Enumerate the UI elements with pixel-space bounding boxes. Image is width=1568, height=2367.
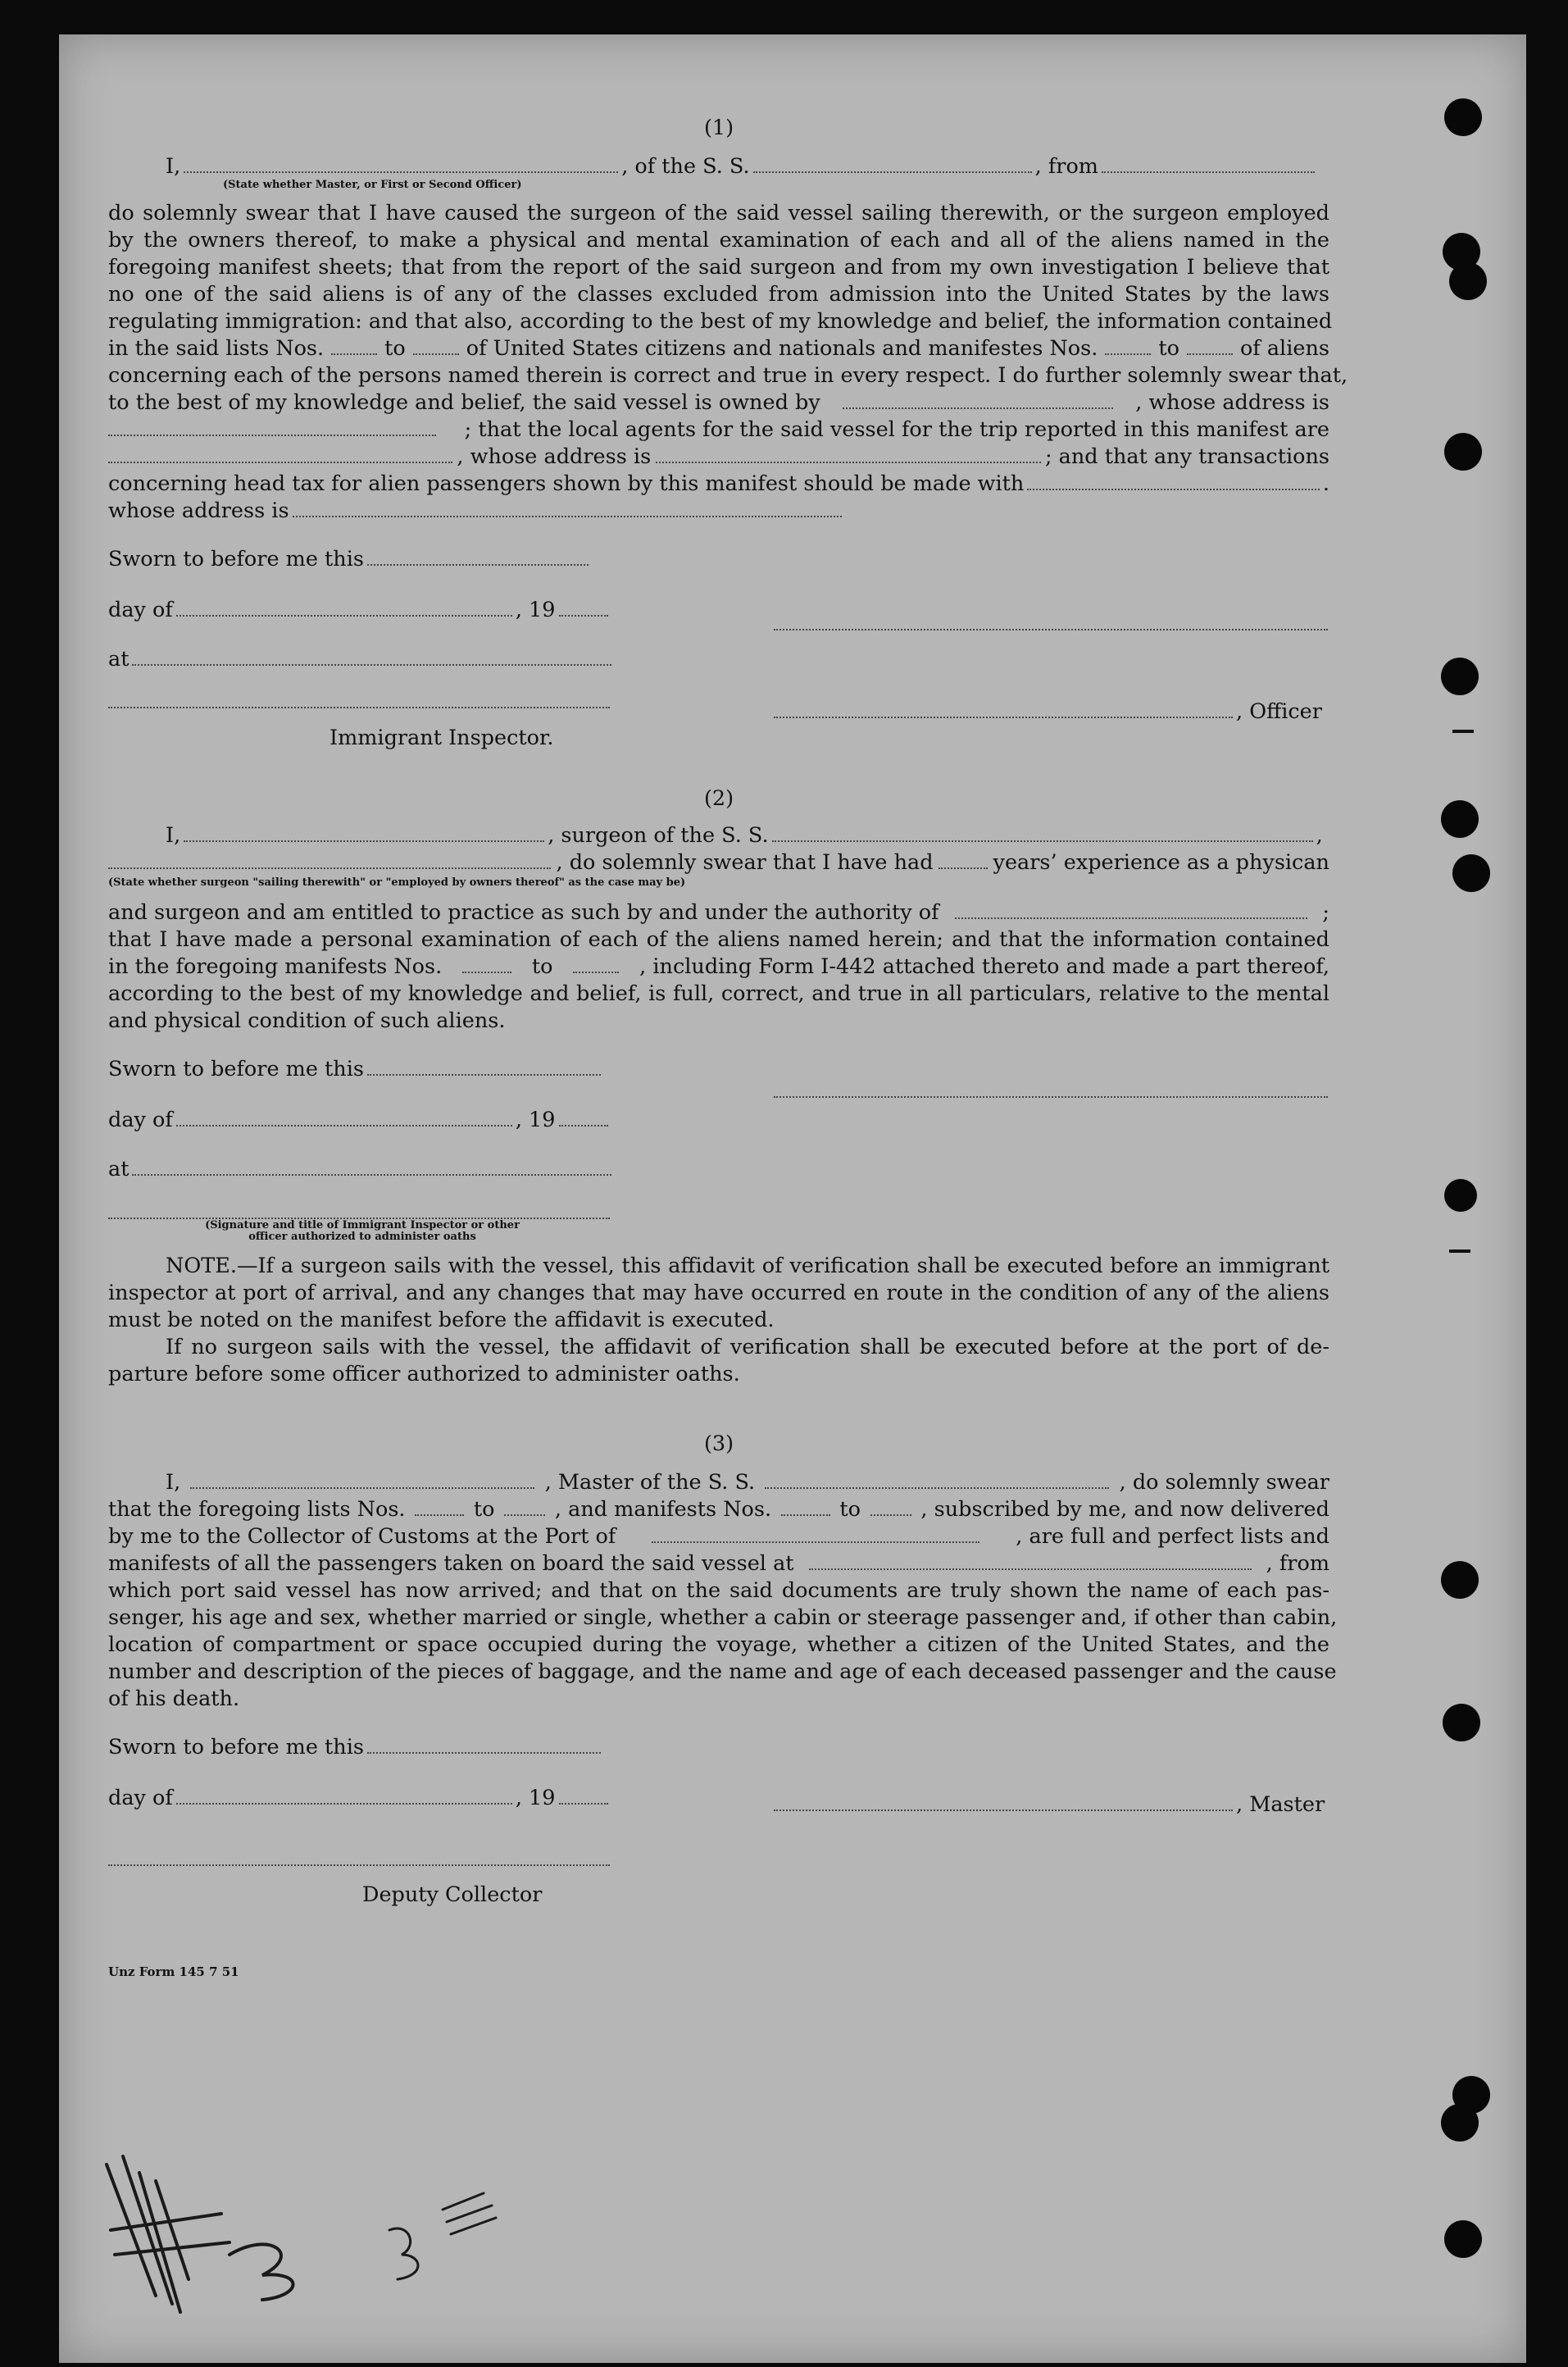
- signature-caption: [174, 1220, 551, 1243]
- blank-field[interactable]: [1102, 155, 1315, 173]
- blank-field[interactable]: [190, 1471, 534, 1489]
- label: ; that the local agents for the said vessel for the trip reported in this manifest are: [464, 417, 1329, 442]
- body-line: concerning each of the persons named therein is correct and true in every respect. I do further solemnly swear that,: [108, 363, 1348, 388]
- label: by me to the Collector of Customs at the Port of: [108, 1524, 616, 1549]
- body-line: by the owners thereof, to make a physical and mental examination of each and all of the aliens named in the: [108, 228, 1329, 253]
- section-number: (1): [703, 116, 734, 140]
- blank-field[interactable]: [293, 499, 842, 517]
- blank-field[interactable]: [108, 445, 452, 463]
- label: , from: [1266, 1551, 1329, 1576]
- label: , Officer: [1236, 699, 1322, 724]
- label: day of: [108, 598, 173, 622]
- signature-caption: Immigrant Inspector.: [330, 726, 554, 750]
- label: , Master of the S. S.: [544, 1470, 756, 1495]
- label: , are full and perfect lists and: [1016, 1524, 1329, 1549]
- form-identifier: Unz Form 145 7 51: [108, 1964, 239, 1979]
- label: Sworn to before me this: [108, 1057, 364, 1081]
- section-number: (3): [703, 1432, 734, 1456]
- blank-field[interactable]: [184, 155, 618, 173]
- blank-field[interactable]: [753, 155, 1032, 173]
- label: day of: [108, 1786, 173, 1810]
- signature-line[interactable]: [774, 1095, 1328, 1098]
- blank-field[interactable]: [367, 548, 589, 566]
- label: years’ experience as a physican: [993, 850, 1329, 875]
- blank-field[interactable]: [132, 1158, 611, 1176]
- punch-hole: [1443, 1704, 1480, 1741]
- label: , do solemnly swear that I have had: [556, 850, 934, 875]
- label: of United States citizens and nationals and manifestes Nos.: [466, 336, 1098, 361]
- label: , from: [1034, 154, 1098, 179]
- label: , 19: [515, 1108, 556, 1132]
- blank-field[interactable]: [367, 1736, 601, 1754]
- label: , including Form I-442 attached thereto and made a part thereof,: [639, 954, 1329, 979]
- label: , and manifests Nos.: [554, 1497, 772, 1522]
- blank-field[interactable]: [504, 1498, 545, 1516]
- label: Sworn to before me this: [108, 1735, 364, 1759]
- blank-field[interactable]: [939, 851, 988, 869]
- blank-field[interactable]: [176, 599, 512, 617]
- body-line: according to the best of my knowledge and belief, is full, correct, and true in all particulars, relative to the mental: [108, 981, 1329, 1006]
- signature-line[interactable]: [774, 628, 1328, 630]
- note-line: If no surgeon sails with the vessel, the affidavit of verification shall be executed before at the port of de-: [166, 1335, 1329, 1359]
- blank-field[interactable]: [652, 1525, 979, 1543]
- label: to: [1158, 336, 1179, 361]
- punch-hole: [1449, 262, 1487, 300]
- label: I,: [166, 823, 181, 848]
- caption-line: (Signature and title of Immigrant Inspector or other: [205, 1219, 520, 1231]
- blank-field[interactable]: [462, 955, 511, 973]
- label: day of: [108, 1108, 173, 1132]
- label: ; and that any transactions: [1044, 444, 1329, 469]
- blank-field[interactable]: [415, 1498, 464, 1516]
- caption-line: officer authorized to administer oaths: [248, 1231, 476, 1243]
- body-line: number and description of the pieces of baggage, and the name and age of each deceased passenger and the cause: [108, 1659, 1337, 1684]
- punch-hole: [1444, 1179, 1477, 1212]
- punch-mark: [1452, 730, 1474, 733]
- label: at: [108, 647, 130, 671]
- blank-field[interactable]: [774, 700, 1233, 718]
- label: of aliens: [1239, 336, 1329, 361]
- blank-field[interactable]: [809, 1552, 1252, 1570]
- label: to: [839, 1497, 861, 1522]
- label: in the foregoing manifests Nos.: [108, 954, 443, 979]
- blank-field[interactable]: [108, 418, 436, 436]
- label: , 19: [515, 598, 556, 622]
- section-number: (2): [703, 786, 734, 811]
- label: concerning head tax for alien passengers shown by this manifest should be made with: [108, 471, 1025, 496]
- blank-field[interactable]: [765, 1471, 1109, 1489]
- body-line: and physical condition of such aliens.: [108, 1008, 506, 1033]
- blank-field[interactable]: [1187, 337, 1233, 355]
- label: I,: [166, 154, 181, 179]
- punch-hole: [1444, 98, 1482, 136]
- label: , whose address is: [1135, 390, 1329, 415]
- blank-field[interactable]: [870, 1498, 911, 1516]
- signature-line[interactable]: [108, 706, 610, 708]
- punch-hole: [1441, 1561, 1479, 1599]
- label: to the best of my knowledge and belief, the said vessel is owned by: [108, 390, 820, 415]
- label: Sworn to before me this: [108, 547, 364, 571]
- blank-field[interactable]: [559, 599, 608, 617]
- blank-field[interactable]: [367, 1058, 601, 1076]
- affidavit-text: (1) I, , of the S. S. , from (State whether Master, or First or Second Officer) do solemnly swear that I have caused the surgeon of the said vessel sailing therewith, or the surgeon employed by the owners thereof, to make a physical and mental examination of each and all of the aliens named in the foregoing manifest sheets; that from the report of the said surgeon and from my own investigation I believe that no one of the said aliens is of any of the classes excluded from admission into the United States by the laws regulating immigration: and that also, according to the best of my knowledge and belief, the information contained in the said lists Nos. to of United States citizens and nationals and manifestes Nos. to of aliens concerning each of the persons named therein is correct and true in every respect. I do further solemnly swear that, to the best of my knowledge and belief, the said vessel is owned by , whose address is ; that the local agents for the said vessel for the trip reported in this manifest are , whose address is ; and that any transactions concerning head tax for alien passengers shown by this manifest should be made with . whose address is Sworn to before me this day of , 19 at , Officer Immigrant Inspector. (2) I, , surgeon of the S. S. , , do solemnly swear that I have had years’ experience as a physican (State whether surgeon "sailing therewith" or "employed by owners thereof" as the case may be) and surgeon and am entitled to practice as such by and under the authority of ; that I have made a personal examination of each of the aliens named herein; and that the information contained in the foregoing manifests Nos. to , including Form I-442 attached thereto and made a part thereof, according to the best of my knowledge and belief, is full, correct, and true in all particulars, relative to the mental and physical condition of such aliens. Sworn to before me this day of , 19 at (Signature and title of Immigrant Inspector or other officer authorized to administer oaths NOTE.—If a surgeon sails with the vessel, this affidavit of verification shall be executed before an immigrant inspector at port of arrival, and any changes that may have occurred en route in the condition of any of the aliens must be noted on the manifest before the affidavit is executed. If no surgeon sails with the vessel, the affidavit of verification shall be executed before at the port of de- parture before some officer authorized to administer oaths. (3) I, , Master of the S. S. , do solemnly swear that the foregoing lists Nos. to , and manifests Nos. to , subscribed by me, and now delivered by me to the Collector of Customs at the Port of , are full and perfect lists and manifests of all the passengers taken on board the said vessel at , from which port said vessel has now arrived; and that on the said documents are truly shown the name of each pas- senger, his age and sex, whether married or single, whether a cabin or steerage passenger and, if other than cabin, location of compartment or space occupied during the voyage, whether a citizen of the United States, and the number and description of the pieces of baggage, and the name and age of each deceased passenger and the cause of his death. Sworn to before me this day of , 19 , Master Deputy Collector Unz Form 145 7 51: [108, 74, 1329, 1986]
- note-line: must be noted on the manifest before the affidavit is executed.: [108, 1308, 775, 1332]
- label: that the foregoing lists Nos.: [108, 1497, 406, 1522]
- label: , surgeon of the S. S.: [548, 823, 769, 848]
- label: in the said lists Nos.: [108, 336, 325, 361]
- body-line: which port said vessel has now arrived; and that on the said documents are truly shown the name of each pas-: [108, 1578, 1329, 1603]
- handwritten-marks: [57, 2132, 631, 2345]
- caption: (State whether Master, or First or Second Officer): [223, 179, 522, 191]
- blank-field[interactable]: [1105, 337, 1151, 355]
- label: to: [473, 1497, 495, 1522]
- label: manifests of all the passengers taken on board the said vessel at: [108, 1551, 794, 1576]
- blank-field[interactable]: [843, 391, 1113, 409]
- label: , Master: [1236, 1792, 1325, 1817]
- signature-line[interactable]: [108, 1864, 610, 1866]
- body-line: no one of the said aliens is of any of the classes excluded from admission into the United States by the laws: [108, 282, 1329, 307]
- label: , 19: [515, 1786, 556, 1810]
- label: to: [384, 336, 406, 361]
- punch-hole: [1444, 433, 1482, 471]
- blank-field[interactable]: [184, 824, 544, 842]
- punch-hole: [1444, 2220, 1482, 2258]
- label: , do solemnly swear: [1119, 1470, 1329, 1495]
- punch-hole: [1441, 800, 1479, 838]
- blank-field[interactable]: [176, 1108, 512, 1127]
- punch-hole: [1452, 854, 1490, 892]
- caption: (State whether surgeon "sailing therewith" or "employed by owners thereof" as the case may be): [108, 876, 686, 889]
- note-line: inspector at port of arrival, and any changes that may have occurred en route in the condition of any of the aliens: [108, 1281, 1329, 1305]
- blank-field[interactable]: [132, 648, 611, 666]
- label: and surgeon and am entitled to practice as such by and under the authority of: [108, 900, 939, 925]
- blank-field[interactable]: [331, 337, 377, 355]
- blank-field[interactable]: [1027, 472, 1320, 490]
- body-line: that I have made a personal examination of each of the aliens named herein; and that the information contained: [108, 927, 1329, 952]
- label: whose address is: [108, 498, 289, 523]
- blank-field[interactable]: [656, 445, 1041, 463]
- label: to: [531, 954, 553, 979]
- blank-field[interactable]: [774, 1793, 1233, 1811]
- blank-field[interactable]: [772, 824, 1313, 842]
- blank-field[interactable]: [573, 955, 619, 973]
- punch-hole: [1441, 2104, 1479, 2142]
- body-line: regulating immigration: and that also, according to the best of my knowledge and belief, the information contained: [108, 309, 1333, 334]
- blank-field[interactable]: [413, 337, 459, 355]
- label: , subscribed by me, and now delivered: [920, 1497, 1329, 1522]
- blank-field[interactable]: [955, 901, 1307, 919]
- blank-field[interactable]: [559, 1108, 608, 1127]
- blank-field[interactable]: [176, 1787, 512, 1805]
- label: , of the S. S.: [621, 154, 750, 179]
- body-line: location of compartment or space occupied during the voyage, whether a citizen of the United States, and the: [108, 1632, 1329, 1657]
- label: I,: [166, 1470, 181, 1495]
- label: at: [108, 1157, 130, 1181]
- body-line: senger, his age and sex, whether married or single, whether a cabin or steerage passenger and, if other than cabin,: [108, 1605, 1338, 1630]
- blank-field[interactable]: [108, 851, 551, 869]
- note-line: parture before some officer authorized to administer oaths.: [108, 1362, 740, 1386]
- blank-field[interactable]: [781, 1498, 830, 1516]
- punch-mark: [1449, 1250, 1470, 1253]
- body-line: of his death.: [108, 1686, 240, 1711]
- signature-caption: Deputy Collector: [362, 1882, 543, 1907]
- note-line: NOTE.—If a surgeon sails with the vessel, this affidavit of verification shall be executed before an immigrant: [166, 1254, 1329, 1278]
- body-line: foregoing manifest sheets; that from the report of the said surgeon and from my own investigation I believe that: [108, 255, 1329, 280]
- blank-field[interactable]: [559, 1787, 608, 1805]
- label: , whose address is: [457, 444, 652, 469]
- punch-hole: [1441, 658, 1479, 695]
- body-line: do solemnly swear that I have caused the surgeon of the said vessel sailing therewith, or the surgeon employed: [108, 201, 1329, 225]
